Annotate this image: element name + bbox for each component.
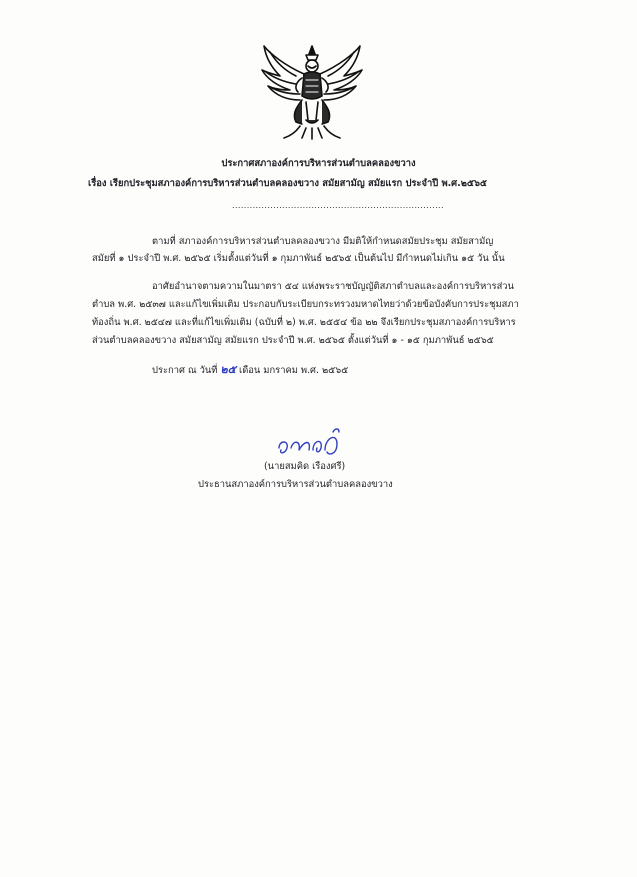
handwritten-signature [275,426,345,462]
announcement-date [152,364,348,377]
announcement-subject: เรื่อง เรียกประชุมสภาองค์การบริหารส่วนตำบลคลองขวาง สมัยสามัญ สมัยแรก ประจำปี พ.ศ.๒๕๖๕ [88,178,488,189]
paragraph-2-line-4: ส่วนตำบลคลองขวาง สมัยสามัญ สมัยแรก ประจำปี พ.ศ. ๒๕๖๕ ตั้งแต่วันที่ ๑ - ๑๕ กุมภาพันธ์ ๒๕๖๕ [92,335,494,346]
announcement-title: ประกาศสภาองค์การบริหารส่วนตำบลคลองขวาง [221,158,416,169]
announcement-date-suffix: เดือน มกราคม พ.ศ. ๒๕๖๕ [238,365,349,376]
paragraph-2-line-1: อาศัยอำนาจตามความในมาตรา ๕๔ แห่งพระราชบัญญัติสภาตำบลและองค์การบริหารส่วน [152,281,514,292]
paragraph-2-line-2: ตำบล พ.ศ. ๒๕๓๗ และแก้ไขเพิ่มเติม ประกอบกับระเบียบกระทรวงมหาดไทยว่าด้วยข้อบังคับการประชุมสภา [92,299,519,310]
handwritten-day: ๒๕ [220,363,236,376]
title-separator: ........................................................................ [232,201,444,210]
signer-name: (นายสมคิด เรืองศรี) [264,461,346,472]
paragraph-2-line-3: ท้องถิ่น พ.ศ. ๒๕๔๗ และที่แก้ไขเพิ่มเติม (ฉบับที่ ๒) พ.ศ. ๒๕๕๔ ข้อ ๒๒ จึงเรียกประชุมสภาองค์การบริหาร [92,317,516,328]
announcement-date-prefix: ประกาศ ณ วันที่ [152,365,218,376]
garuda-emblem-icon [256,44,368,140]
signer-position: ประธานสภาองค์การบริหารส่วนตำบลคลองขวาง [198,479,393,490]
paragraph-1-line-1: ตามที่ สภาองค์การบริหารส่วนตำบลคลองขวาง มีมติให้กำหนดสมัยประชุม สมัยสามัญ [152,236,494,247]
paragraph-1-line-2: สมัยที่ ๑ ประจำปี พ.ศ. ๒๕๖๕ เริ่มตั้งแต่วันที่ ๑ กุมภาพันธ์ ๒๕๖๕ เป็นต้นไป มีกำหนดไม่เกิน ๑๕ วัน นั้น [92,253,505,264]
